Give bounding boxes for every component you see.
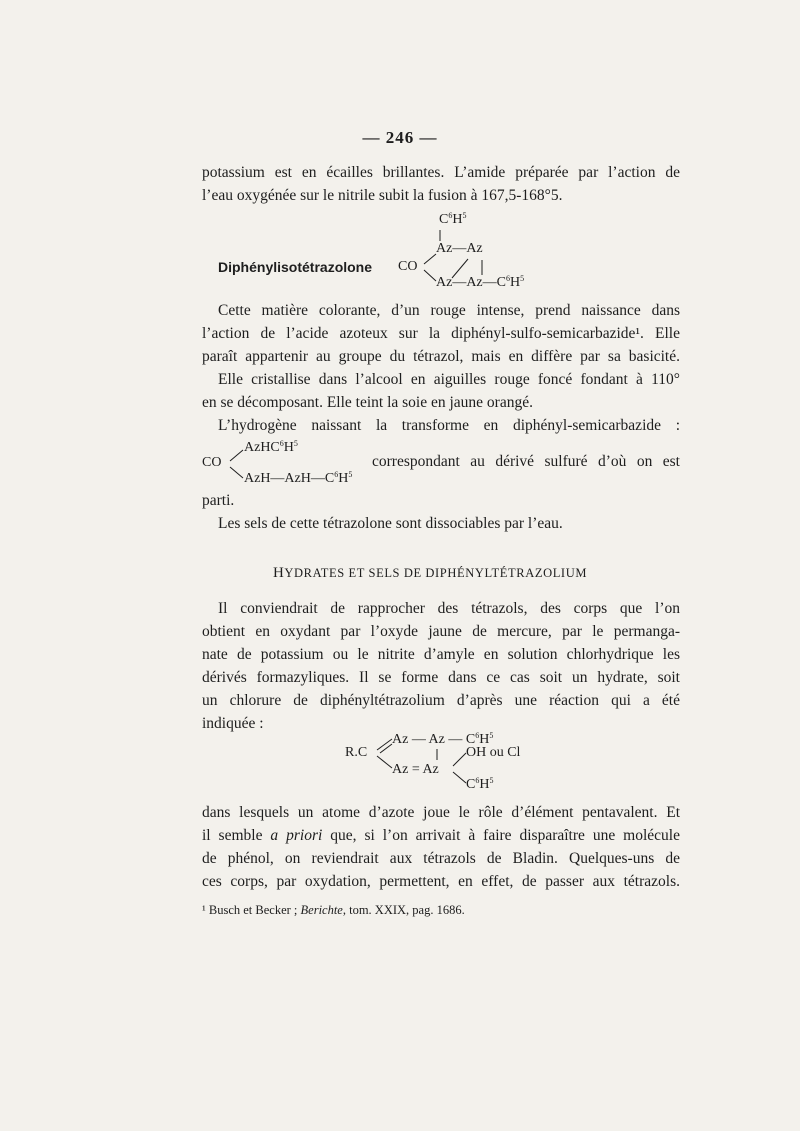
p5-line-2: il semble a priori que, si l’on arrivait à faire disparaître une molécule [202, 827, 680, 844]
section-heading: HYDRATES ET SELS DE DIPHÉNYLTÉTRAZOLIUM [272, 565, 588, 581]
p4-line-4: dérivés formazyliques. Il se forme dans ce cas soit un hydrate, soit [202, 669, 680, 686]
p2-line-1: Elle cristallise dans l’alcool en aiguilles rouge foncé fondant à 110° [218, 371, 680, 388]
formula3-oh-cl: OH ou Cl [466, 745, 521, 760]
p1-line-2: l’action de l’acide azoteux sur la diphényl-sulfo-semicarbazide¹. Elle [202, 325, 680, 342]
italic-a-priori: a priori [270, 827, 323, 844]
bond-diagonal-1 [452, 259, 468, 278]
p4-line-3: nate de potassium ou le nitrite d’amyle en solution chlorhydrique les [202, 646, 680, 663]
sels-line: Les sels de cette tétrazolone sont dissociables par l’eau. [218, 515, 563, 532]
formula2-co: CO [202, 455, 222, 470]
p5-line-3: de phénol, on reviendrait aux tétrazols de Bladin. Quelques-uns de [202, 850, 680, 867]
p1-line-1: Cette matière colorante, d’un rouge intense, prend naissance dans [218, 302, 680, 319]
formula3-c6h5: $C^6H^5$ [466, 776, 494, 792]
bond-az-c6h5 [453, 772, 466, 783]
p5-line-1: dans lesquels un atome d’azote joue le rôle d’élément pentavalent. Et [202, 804, 680, 821]
formula2-top: $AzHC^6H^5$ [244, 439, 298, 455]
p2-line-2: en se décomposant. Elle teint la soie en jaune orangé. [202, 394, 533, 411]
bond-co-up-2 [230, 450, 243, 461]
p3-line-1: L’hydrogène naissant la transforme en diphényl-semicarbazide : [218, 417, 680, 434]
formula3-top: Az — Az — $C^6H^5$ [392, 731, 494, 747]
formula1-co: CO [398, 259, 418, 274]
bond-az-oh [453, 753, 466, 766]
formula1-az-az: Az—Az [436, 241, 483, 256]
p5-line-4: ces corps, par oxydation, permettent, en effet, de passer aux tétrazols. [202, 873, 680, 890]
intro-line-1: potassium est en écailles brillantes. L’amide préparée par l’action de [202, 164, 680, 181]
bond-co-up-1 [424, 254, 436, 264]
bond-rc-down [377, 756, 392, 768]
formula1-az-az-c6h5: $Az—Az—C^6H^5$ [436, 274, 525, 290]
formula3-rc: R.C [345, 745, 368, 760]
p4-line-6: indiquée : [202, 715, 264, 732]
p1-line-3: paraît appartenir au groupe du tétrazol, mais en diffère par sa basicité. [202, 348, 680, 365]
p4-line-5: un chlorure de diphényltétrazolium d’après une réaction qui a été [202, 692, 680, 709]
intro-line-2: l’eau oxygénée sur le nitrile subit la fusion à 167,5-168°5. [202, 187, 563, 204]
footnote: ¹ Busch et Becker ; Berichte, tom. XXIX, pag. 1686. [202, 903, 465, 917]
formula2-bottom: $AzH—AzH—C^6H^5$ [244, 470, 353, 486]
parti-line: parti. [202, 492, 235, 509]
page-number: — 246 — [362, 128, 438, 147]
formula1-name: Diphénylisotétrazolone [218, 259, 373, 275]
p4-line-2: obtient en oxydant par l’oxyde jaune de mercure, par le permanga- [202, 623, 680, 640]
p4-line-1: Il conviendrait de rapprocher des tétrazols, des corps que l’on [218, 600, 680, 617]
bond-rc-double [380, 744, 392, 753]
formula2-text: correspondant au dérivé sulfuré d’où on est [372, 453, 680, 470]
bond-co-down-1 [424, 270, 436, 281]
bond-co-down-2 [230, 467, 243, 478]
formula3-bottom: Az = Az [392, 762, 439, 777]
formula1-c6h5: $C^6H^5$ [439, 211, 467, 227]
bond-rc-up [377, 739, 392, 750]
